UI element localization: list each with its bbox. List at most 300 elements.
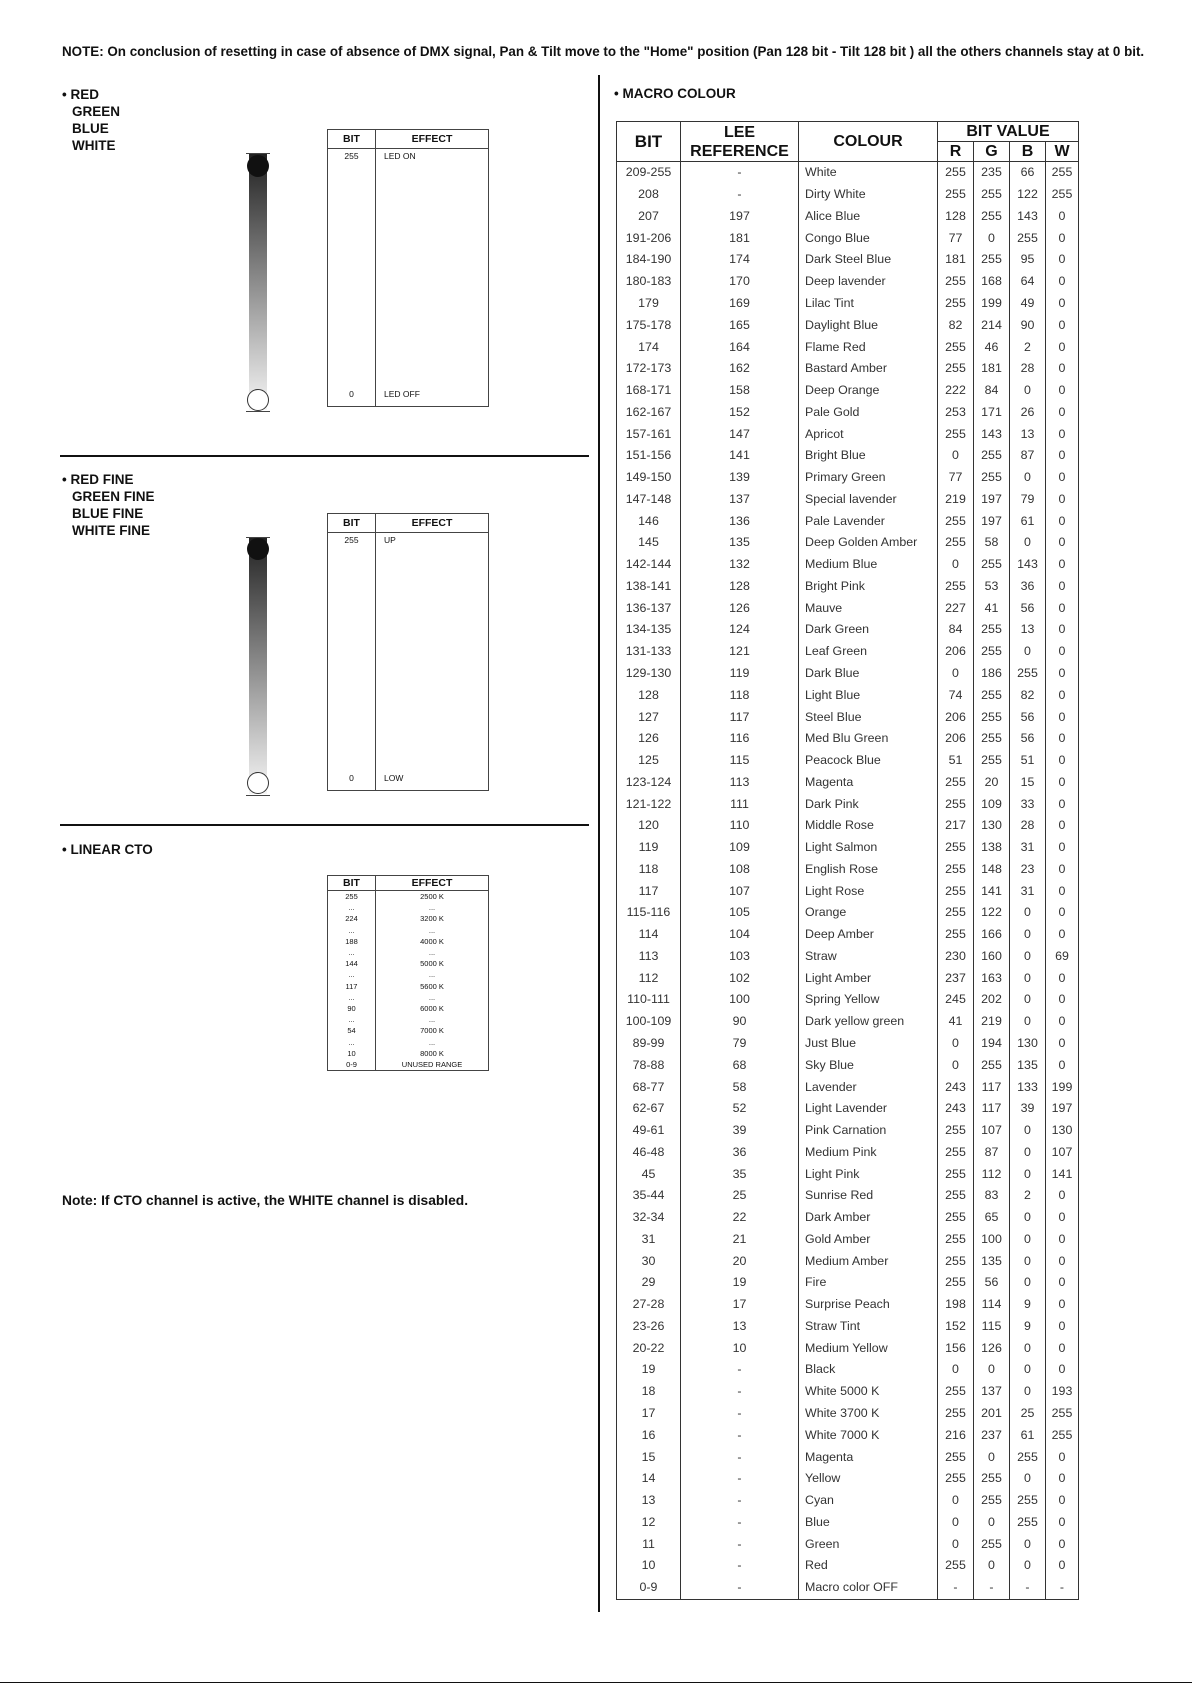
macro-colour-table <box>616 121 1079 1600</box>
r-cell: 255 <box>938 771 974 793</box>
colour-cell: Bastard Amber <box>799 358 938 380</box>
g-cell: 237 <box>974 1424 1010 1446</box>
bit-cell: 146 <box>617 510 681 532</box>
w-cell: 0 <box>1046 227 1079 249</box>
w-cell: 0 <box>1046 1272 1079 1294</box>
table-row <box>617 488 1079 510</box>
r-cell: 198 <box>938 1294 974 1316</box>
r-cell: 206 <box>938 641 974 663</box>
colour-cell: Pink Carnation <box>799 1120 938 1142</box>
g-cell: 0 <box>974 227 1010 249</box>
g-cell: 255 <box>974 1490 1010 1512</box>
table-row <box>617 924 1079 946</box>
w-cell: 0 <box>1046 1555 1079 1577</box>
effect-cell: ... <box>376 992 489 1003</box>
r-cell: 156 <box>938 1337 974 1359</box>
bit-cell: 13 <box>617 1490 681 1512</box>
table-row <box>617 597 1079 619</box>
g-cell: - <box>974 1577 1010 1599</box>
bit-cell: 17 <box>617 1403 681 1425</box>
bit-cell: 19 <box>617 1359 681 1381</box>
b-cell: 0 <box>1010 1229 1046 1251</box>
w-cell: 0 <box>1046 336 1079 358</box>
g-cell: 41 <box>974 597 1010 619</box>
bit-cell: 68-77 <box>617 1076 681 1098</box>
w-cell: 0 <box>1046 728 1079 750</box>
lee-cell: 118 <box>681 684 799 706</box>
b-cell: 0 <box>1010 1250 1046 1272</box>
b-cell: 36 <box>1010 576 1046 598</box>
colour-cell: Light Rose <box>799 880 938 902</box>
w-cell: 0 <box>1046 1207 1079 1229</box>
g-cell: 255 <box>974 1468 1010 1490</box>
bit-top: 255 <box>328 533 376 773</box>
b-cell: 31 <box>1010 837 1046 859</box>
bit-cell: 168-171 <box>617 380 681 402</box>
bit-cell: ... <box>328 1014 376 1025</box>
b-cell: 61 <box>1010 1424 1046 1446</box>
lee-cell: 119 <box>681 663 799 685</box>
g-cell: 20 <box>974 771 1010 793</box>
table-row <box>617 510 1079 532</box>
b-cell: 0 <box>1010 989 1046 1011</box>
g-cell: 84 <box>974 380 1010 402</box>
colour-cell: Alice Blue <box>799 206 938 228</box>
table-row <box>617 1272 1079 1294</box>
colour-cell: Pale Lavender <box>799 510 938 532</box>
b-cell: 0 <box>1010 1163 1046 1185</box>
header-effect: EFFECT <box>376 130 489 149</box>
g-cell: 83 <box>974 1185 1010 1207</box>
table-row <box>617 1403 1079 1425</box>
lee-cell: 113 <box>681 771 799 793</box>
table-row <box>617 619 1079 641</box>
b-cell: 143 <box>1010 554 1046 576</box>
lee-cell: 20 <box>681 1250 799 1272</box>
colour-cell: Gold Amber <box>799 1229 938 1251</box>
effect-cell: 5600 K <box>376 981 489 992</box>
r-cell: 255 <box>938 924 974 946</box>
r-cell: 255 <box>938 1141 974 1163</box>
lee-cell: 121 <box>681 641 799 663</box>
table-row <box>328 969 489 980</box>
g-cell: 255 <box>974 728 1010 750</box>
g-cell: 148 <box>974 859 1010 881</box>
g-cell: 56 <box>974 1272 1010 1294</box>
lee-cell: 68 <box>681 1054 799 1076</box>
colour-cell: Light Amber <box>799 967 938 989</box>
lee-cell: 107 <box>681 880 799 902</box>
b-cell: 0 <box>1010 1141 1046 1163</box>
effect-cell: ... <box>376 969 489 980</box>
lee-cell: 117 <box>681 706 799 728</box>
colour-cell: Straw Tint <box>799 1316 938 1338</box>
w-cell: 0 <box>1046 293 1079 315</box>
bit-cell: 121-122 <box>617 793 681 815</box>
colour-cell: White 5000 K <box>799 1381 938 1403</box>
table-row <box>328 902 489 913</box>
colour-cell: Cyan <box>799 1490 938 1512</box>
r-cell: 0 <box>938 1511 974 1533</box>
effect-cell: ... <box>376 902 489 913</box>
effect-cell: 4000 K <box>376 936 489 947</box>
header-bit: BIT <box>328 130 376 149</box>
w-cell: 0 <box>1046 902 1079 924</box>
g-cell: 100 <box>974 1229 1010 1251</box>
g-cell: 126 <box>974 1337 1010 1359</box>
b-cell: 15 <box>1010 771 1046 793</box>
table-row <box>328 1059 489 1071</box>
w-cell: 0 <box>1046 445 1079 467</box>
b-cell: 66 <box>1010 162 1046 184</box>
w-cell: 0 <box>1046 684 1079 706</box>
r-cell: 152 <box>938 1316 974 1338</box>
lee-cell: 102 <box>681 967 799 989</box>
table-row <box>617 902 1079 924</box>
r-cell: 255 <box>938 271 974 293</box>
bit-cell: 180-183 <box>617 271 681 293</box>
g-cell: 0 <box>974 1511 1010 1533</box>
g-cell: 214 <box>974 314 1010 336</box>
lee-cell: 181 <box>681 227 799 249</box>
bit-cell: ... <box>328 992 376 1003</box>
colour-cell: Dark Green <box>799 619 938 641</box>
colour-cell: Sunrise Red <box>799 1185 938 1207</box>
fine-effect-table <box>327 513 489 791</box>
b-cell: 0 <box>1010 946 1046 968</box>
lee-cell: 135 <box>681 532 799 554</box>
colour-cell: English Rose <box>799 859 938 881</box>
bit-cell: 32-34 <box>617 1207 681 1229</box>
w-cell: 0 <box>1046 1054 1079 1076</box>
table-row <box>617 249 1079 271</box>
bit-cell: 110-111 <box>617 989 681 1011</box>
bit-cell: 62-67 <box>617 1098 681 1120</box>
bit-cell: 224 <box>328 913 376 924</box>
colour-cell: Primary Green <box>799 467 938 489</box>
effect-cell: ... <box>376 1036 489 1047</box>
w-cell: 0 <box>1046 1250 1079 1272</box>
bit-cell: 35-44 <box>617 1185 681 1207</box>
lee-cell: 128 <box>681 576 799 598</box>
colour-cell: Light Blue <box>799 684 938 706</box>
bit-cell: 27-28 <box>617 1294 681 1316</box>
lee-cell: - <box>681 184 799 206</box>
lee-cell: 103 <box>681 946 799 968</box>
g-cell: 255 <box>974 249 1010 271</box>
header-colour: COLOUR <box>799 122 938 162</box>
bit-cell: 90 <box>328 1003 376 1014</box>
lee-cell: 13 <box>681 1316 799 1338</box>
w-cell: 141 <box>1046 1163 1079 1185</box>
bit-cell: 11 <box>617 1533 681 1555</box>
table-row <box>617 946 1079 968</box>
w-cell: 0 <box>1046 401 1079 423</box>
lee-cell: 19 <box>681 1272 799 1294</box>
lee-cell: 58 <box>681 1076 799 1098</box>
r-cell: 255 <box>938 1163 974 1185</box>
r-cell: 255 <box>938 1555 974 1577</box>
b-cell: 13 <box>1010 619 1046 641</box>
colour-cell: Blue <box>799 1511 938 1533</box>
b-cell: 143 <box>1010 206 1046 228</box>
bit-cell: 191-206 <box>617 227 681 249</box>
effect-bottom: LED OFF <box>376 388 489 407</box>
lee-cell: 105 <box>681 902 799 924</box>
g-cell: 166 <box>974 924 1010 946</box>
r-cell: 255 <box>938 1185 974 1207</box>
table-row <box>617 837 1079 859</box>
colour-cell: Dark Steel Blue <box>799 249 938 271</box>
w-cell: 0 <box>1046 989 1079 1011</box>
table-row <box>617 380 1079 402</box>
table-row <box>617 1316 1079 1338</box>
r-cell: 0 <box>938 1359 974 1381</box>
table-row <box>328 1036 489 1047</box>
g-cell: 160 <box>974 946 1010 968</box>
b-cell: 28 <box>1010 358 1046 380</box>
g-cell: 202 <box>974 989 1010 1011</box>
g-cell: 122 <box>974 902 1010 924</box>
r-cell: 255 <box>938 1250 974 1272</box>
w-cell: 0 <box>1046 1033 1079 1055</box>
bit-cell: 134-135 <box>617 619 681 641</box>
lee-cell: 35 <box>681 1163 799 1185</box>
table-row <box>328 936 489 947</box>
bit-cell: 174 <box>617 336 681 358</box>
b-cell: 255 <box>1010 1490 1046 1512</box>
lee-cell: 152 <box>681 401 799 423</box>
bit-cell: 112 <box>617 967 681 989</box>
lee-cell: 126 <box>681 597 799 619</box>
b-cell: 2 <box>1010 1185 1046 1207</box>
w-cell: 197 <box>1046 1098 1079 1120</box>
header-effect: EFFECT <box>376 514 489 533</box>
table-row <box>617 1381 1079 1403</box>
lee-cell: 141 <box>681 445 799 467</box>
effect-cell: 3200 K <box>376 913 489 924</box>
header-effect: EFFECT <box>376 876 489 891</box>
header-bit-value: BIT VALUE <box>938 122 1079 142</box>
r-cell: 255 <box>938 1120 974 1142</box>
colour-cell: Black <box>799 1359 938 1381</box>
g-cell: 186 <box>974 663 1010 685</box>
table-row <box>617 1533 1079 1555</box>
b-cell: 26 <box>1010 401 1046 423</box>
bit-cell: 138-141 <box>617 576 681 598</box>
lee-cell: 137 <box>681 488 799 510</box>
colour-cell: Flame Red <box>799 336 938 358</box>
lee-cell: - <box>681 1555 799 1577</box>
bit-cell: 131-133 <box>617 641 681 663</box>
bit-cell: 45 <box>617 1163 681 1185</box>
table-row <box>328 1025 489 1036</box>
table-row <box>328 958 489 969</box>
r-cell: 82 <box>938 314 974 336</box>
r-cell: 237 <box>938 967 974 989</box>
bit-cell: ... <box>328 947 376 958</box>
g-cell: 0 <box>974 1359 1010 1381</box>
w-cell: 0 <box>1046 924 1079 946</box>
w-cell: - <box>1046 1577 1079 1599</box>
bit-cell: 100-109 <box>617 1011 681 1033</box>
lee-cell: 109 <box>681 837 799 859</box>
r-cell: 84 <box>938 619 974 641</box>
b-cell: 135 <box>1010 1054 1046 1076</box>
lee-cell: - <box>681 1359 799 1381</box>
table-row <box>617 576 1079 598</box>
w-cell: 0 <box>1046 1337 1079 1359</box>
lee-cell: 174 <box>681 249 799 271</box>
r-cell: 245 <box>938 989 974 1011</box>
table-row <box>617 1294 1079 1316</box>
lee-cell: 104 <box>681 924 799 946</box>
bit-cell: 128 <box>617 684 681 706</box>
g-cell: 255 <box>974 184 1010 206</box>
colour-cell: Daylight Blue <box>799 314 938 336</box>
r-cell: 255 <box>938 162 974 184</box>
r-cell: 217 <box>938 815 974 837</box>
page-bottom-rule <box>0 1682 1192 1683</box>
b-cell: 133 <box>1010 1076 1046 1098</box>
colour-cell: Congo Blue <box>799 227 938 249</box>
colour-cell: Dark Pink <box>799 793 938 815</box>
b-cell: 0 <box>1010 1381 1046 1403</box>
r-cell: 0 <box>938 445 974 467</box>
bit-cell: 10 <box>617 1555 681 1577</box>
r-cell: 255 <box>938 1272 974 1294</box>
header-b: B <box>1010 142 1046 162</box>
effect-cell: 2500 K <box>376 891 489 903</box>
lee-cell: 164 <box>681 336 799 358</box>
w-cell: 0 <box>1046 706 1079 728</box>
bit-cell: 18 <box>617 1381 681 1403</box>
g-cell: 109 <box>974 793 1010 815</box>
slider-bottom-cap <box>246 795 270 796</box>
colour-cell: Red <box>799 1555 938 1577</box>
label-white: WHITE <box>72 138 116 153</box>
cto-table <box>327 875 489 1071</box>
w-cell: 130 <box>1046 1120 1079 1142</box>
b-cell: 0 <box>1010 1207 1046 1229</box>
table-row <box>617 1120 1079 1142</box>
header-bit: BIT <box>617 122 681 162</box>
w-cell: 0 <box>1046 271 1079 293</box>
r-cell: 255 <box>938 1446 974 1468</box>
lee-cell: - <box>681 1403 799 1425</box>
colour-cell: Peacock Blue <box>799 750 938 772</box>
lee-cell: - <box>681 1533 799 1555</box>
effect-cell: ... <box>376 1014 489 1025</box>
table-row <box>617 793 1079 815</box>
bit-cell: ... <box>328 925 376 936</box>
colour-cell: Pale Gold <box>799 401 938 423</box>
bit-cell: 255 <box>328 891 376 903</box>
label-green: GREEN <box>72 104 121 119</box>
g-cell: 141 <box>974 880 1010 902</box>
bit-cell: 179 <box>617 293 681 315</box>
b-cell: 0 <box>1010 1011 1046 1033</box>
colour-cell: Light Lavender <box>799 1098 938 1120</box>
b-cell: 56 <box>1010 728 1046 750</box>
b-cell: 0 <box>1010 1533 1046 1555</box>
bit-cell: 136-137 <box>617 597 681 619</box>
w-cell: 0 <box>1046 1294 1079 1316</box>
table-row <box>617 184 1079 206</box>
colour-cell: Dark Amber <box>799 1207 938 1229</box>
r-cell: 0 <box>938 1054 974 1076</box>
r-cell: 255 <box>938 1207 974 1229</box>
r-cell: 41 <box>938 1011 974 1033</box>
table-row <box>617 1511 1079 1533</box>
lee-cell: - <box>681 1577 799 1599</box>
bit-cell: 117 <box>617 880 681 902</box>
lee-cell: 110 <box>681 815 799 837</box>
lee-cell: 169 <box>681 293 799 315</box>
g-cell: 143 <box>974 423 1010 445</box>
w-cell: 0 <box>1046 771 1079 793</box>
g-cell: 181 <box>974 358 1010 380</box>
w-cell: 0 <box>1046 554 1079 576</box>
b-cell: 0 <box>1010 1555 1046 1577</box>
bit-cell: 188 <box>328 936 376 947</box>
b-cell: 0 <box>1010 1468 1046 1490</box>
bit-cell: 172-173 <box>617 358 681 380</box>
w-cell: 255 <box>1046 162 1079 184</box>
w-cell: 0 <box>1046 837 1079 859</box>
w-cell: 0 <box>1046 967 1079 989</box>
b-cell: 9 <box>1010 1316 1046 1338</box>
lee-cell: - <box>681 1490 799 1512</box>
r-cell: 253 <box>938 401 974 423</box>
colour-cell: Deep Amber <box>799 924 938 946</box>
r-cell: 243 <box>938 1098 974 1120</box>
label-white-fine: WHITE FINE <box>72 523 150 538</box>
label-blue-fine: BLUE FINE <box>72 506 144 521</box>
w-cell: 0 <box>1046 206 1079 228</box>
r-cell: 51 <box>938 750 974 772</box>
r-cell: 128 <box>938 206 974 228</box>
lee-cell: 197 <box>681 206 799 228</box>
b-cell: 255 <box>1010 1446 1046 1468</box>
bit-cell: 78-88 <box>617 1054 681 1076</box>
colour-cell: Mauve <box>799 597 938 619</box>
b-cell: 28 <box>1010 815 1046 837</box>
g-cell: 255 <box>974 206 1010 228</box>
r-cell: 227 <box>938 597 974 619</box>
r-cell: 206 <box>938 728 974 750</box>
r-cell: 255 <box>938 184 974 206</box>
bit-cell: 145 <box>617 532 681 554</box>
effect-cell: 7000 K <box>376 1025 489 1036</box>
lee-cell: 22 <box>681 1207 799 1229</box>
table-row <box>617 1555 1079 1577</box>
w-cell: 193 <box>1046 1381 1079 1403</box>
colour-cell: Special lavender <box>799 488 938 510</box>
colour-cell: Spring Yellow <box>799 989 938 1011</box>
g-cell: 255 <box>974 1533 1010 1555</box>
bit-cell: ... <box>328 902 376 913</box>
g-cell: 112 <box>974 1163 1010 1185</box>
w-cell: 0 <box>1046 1359 1079 1381</box>
fine-channel-labels <box>62 471 155 539</box>
w-cell: 0 <box>1046 1468 1079 1490</box>
r-cell: 0 <box>938 554 974 576</box>
table-row <box>617 1033 1079 1055</box>
lee-cell: 17 <box>681 1294 799 1316</box>
r-cell: 255 <box>938 859 974 881</box>
r-cell: 255 <box>938 1468 974 1490</box>
